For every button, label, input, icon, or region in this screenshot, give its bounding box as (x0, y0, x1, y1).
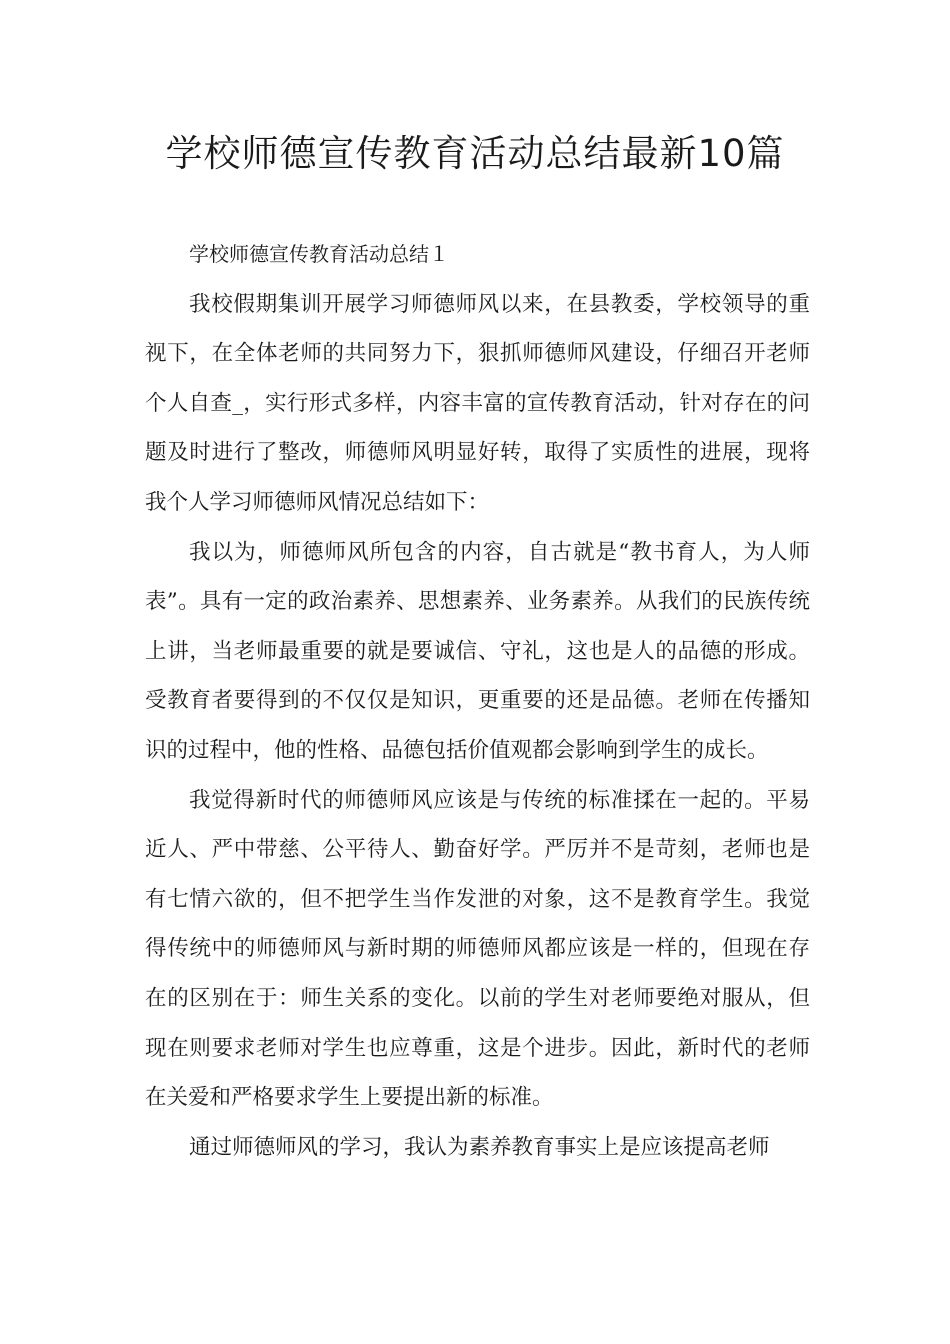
paragraph-2: 我以为，师德师风所包含的内容，自古就是“教书育人，为人师表”。具有一定的政治素养、思想素养、业务素养。从我们的民族传统上讲，当老师最重要的就是要诚信、守礼，这也是人的品德的形成。受教育者要得到的不仅仅是知识，更重要的还是品德。老师在传播知识的过程中，他的性格、品德包括价值观都会影响到学生的成长。 (145, 539, 810, 763)
paragraph-1: 我校假期集训开展学习师德师风以来，在县教委，学校领导的重视下，在全体老师的共同努力下，狠抓师德师风建设，仔细召开老师个人自查_，实行形式多样，内容丰富的宣传教育活动，针对存在的问题及时进行了整改，师德师风明显好转，取得了实质性的进展，现将我个人学习师德师风情况总结如下： (145, 291, 810, 515)
paragraph-3: 我觉得新时代的师德师风应该是与传统的标准揉在一起的。平易近人、严中带慈、公平待人、勤奋好学。严厉并不是苛刻，老师也是有七情六欲的，但不把学生当作发泄的对象，这不是教育学生。我觉得传统中的师德师风与新时期的师德师风都应该是一样的，但现在存在的区别在于：师生关系的变化。以前的学生对老师要绝对服从，但现在则要求老师对学生也应尊重，这是个进步。因此，新时代的老师在关爱和严格要求学生上要提出新的标准。 (145, 787, 810, 1111)
document-title: 学校师德宣传教育活动总结最新10篇 (165, 132, 785, 175)
document-body (145, 230, 810, 1172)
section-heading: 学校师德宣传教育活动总结１ (189, 242, 449, 266)
paragraph-4: 通过师德师风的学习，我认为素养教育事实上是应该提高老师 (189, 1134, 770, 1160)
